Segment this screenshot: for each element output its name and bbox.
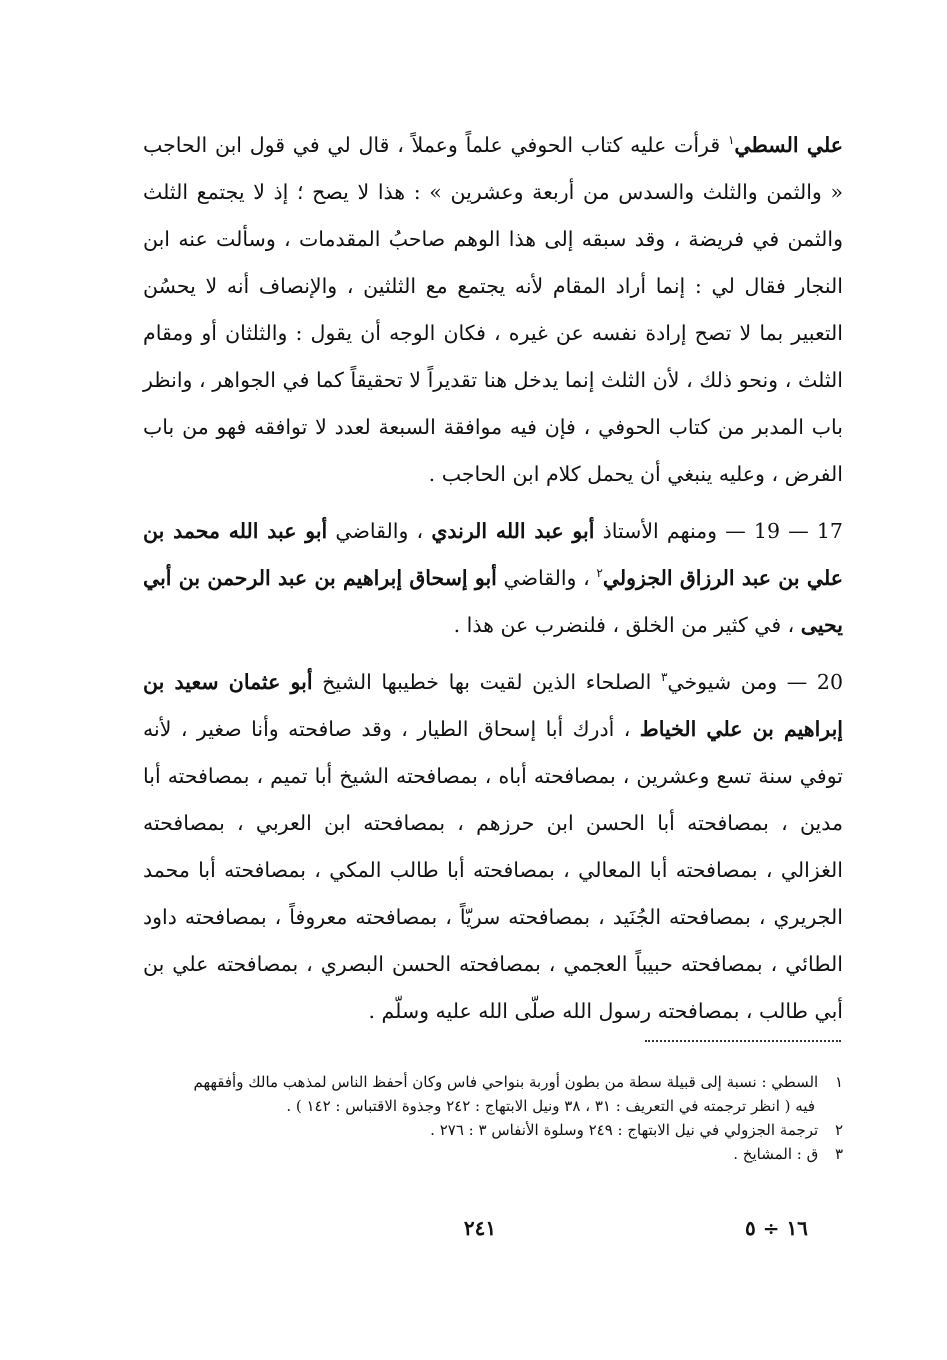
footnote-1 — [140, 1070, 843, 1094]
printer-signature: ١٦ ÷ ٥ — [745, 1216, 808, 1240]
footnote-3-text: ق : المشايخ . — [733, 1145, 819, 1163]
paragraph-1 — [143, 122, 843, 498]
footnote-1-text-2: فيه ( انظر ترجمته في التعريف : ٣١ ، ٣٨ ونيل الابتهاج : ٢٤٢ وجذوة الاقتباس : ١٤٢ ) . — [286, 1097, 815, 1115]
footnotes — [140, 1070, 843, 1166]
paragraph-2-mid-1: ، والقاضي — [327, 519, 432, 543]
paragraph-2-name-2: أبو عبد الله محمد بن علي بن عبد الرزاق الجزولي — [143, 519, 843, 590]
paragraph-3-tail: ، أدرك أبا إسحاق الطيار ، وقد صافحته وأنا صغير ، لأنه توفي سنة تسع وعشرين ، بمصافحته أباه ، بمصافحته الشيخ أبا تميم ، بمصافحته أبا مدين ، بمصافحته أبا الحسن ابن حرزهم ، بمصافحته ابن العربي ، بمصافحته الغزالي ، بمصافحته أبا المعالي ، بمصافحته أبا طالب المكي ، بمصافحته أبا محمد الجريري ، بمصافحته الجُنَيد ، بمصافحته سريّاً ، بمصافحته معروفاً ، بمصافحته داود الطائي ، بمصافحته حبيباً العجمي ، بمصافحته الحسن البصري ، بمصافحته علي بن أبي طالب ، بمصافحته رسول الله صلّى الله عليه وسلّم . — [143, 717, 843, 1023]
page-number: ٢٤١ — [463, 1216, 497, 1240]
paragraph-3-name: أبو عثمان سعيد بن إبراهيم بن علي الخياط — [143, 670, 843, 741]
footnote-2-number: ٢ — [834, 1121, 843, 1139]
footnote-3 — [140, 1142, 843, 1166]
footnote-1-text: السطي : نسبة إلى قبيلة سطة من بطون أوربة بنواحي فاس وكان أحفظ الناس لمذهب مالك وأفقههم — [193, 1073, 819, 1091]
paragraph-1-text: قرأت عليه كتاب الحوفي علماً وعملاً ، قال لي في قول ابن الحاجب « والثمن والثلث والسدس من أربعة وعشرين » : هذا لا يصح ؛ إذ لا يجتمع الثلث والثمن في فريضة ، وقد سبقه إلى هذا الوهم صاحبُ المقدمات ، وسألت عنه ابن النجار فقال لي : إنما أراد المقام لأنه يجتمع مع الثلثين ، والإنصاف أنه لا يحسُن التعبير بما لا تصح إرادة نفسه عن غيره ، فكان الوجه أن يقول : والثلثان أو ومقام الثلث ، ونحو ذلك ، لأن الثلث إنما يدخل هنا تقديراً لا تحقيقاً كما في الجواهر ، وانظر باب المدبر من كتاب الحوفي ، فإن فيه موافقة السبعة لعدد لا توافقه فهو من باب الفرض ، وعليه ينبغي أن يحمل كلام ابن الحاجب . — [143, 133, 843, 486]
paragraph-3 — [143, 659, 843, 1035]
footnote-divider — [645, 1040, 841, 1042]
footnote-2 — [140, 1118, 843, 1142]
footnote-ref-3: ٣ — [660, 670, 668, 684]
footnote-1-number: ١ — [834, 1073, 843, 1091]
footnote-ref-1: ١ — [727, 133, 735, 147]
main-text — [143, 122, 843, 1035]
paragraph-2-name-1: أبو عبد الله الرندي — [431, 519, 595, 543]
footnote-1-continued — [140, 1094, 843, 1118]
paragraph-3-lead: 20 — ومن شيوخي — [667, 670, 844, 694]
paragraph-2-name-3: أبو إسحاق إبراهيم بن عبد الرحمن بن أبي يحيى — [143, 566, 843, 637]
paragraph-2-mid-2: ، والقاضي — [496, 566, 597, 590]
paragraph-3-mid: الصلحاء الذين لقيت بها خطيبها الشيخ — [312, 670, 661, 694]
paragraph-1-name: علي السطي — [734, 133, 844, 157]
paragraph-2-lead: 17 — 19 — ومنهم الأستاذ — [594, 519, 843, 543]
footnote-2-text: ترجمة الجزولي في نيل الابتهاج : ٢٤٩ وسلوة الأنفاس ٣ : ٢٧٦ . — [430, 1121, 819, 1139]
footnote-3-number: ٣ — [834, 1145, 843, 1163]
paragraph-2 — [143, 508, 843, 649]
paragraph-2-tail: ، في كثير من الخلق ، فلنضرب عن هذا . — [453, 613, 801, 637]
footnote-ref-2: ٢ — [596, 566, 603, 580]
